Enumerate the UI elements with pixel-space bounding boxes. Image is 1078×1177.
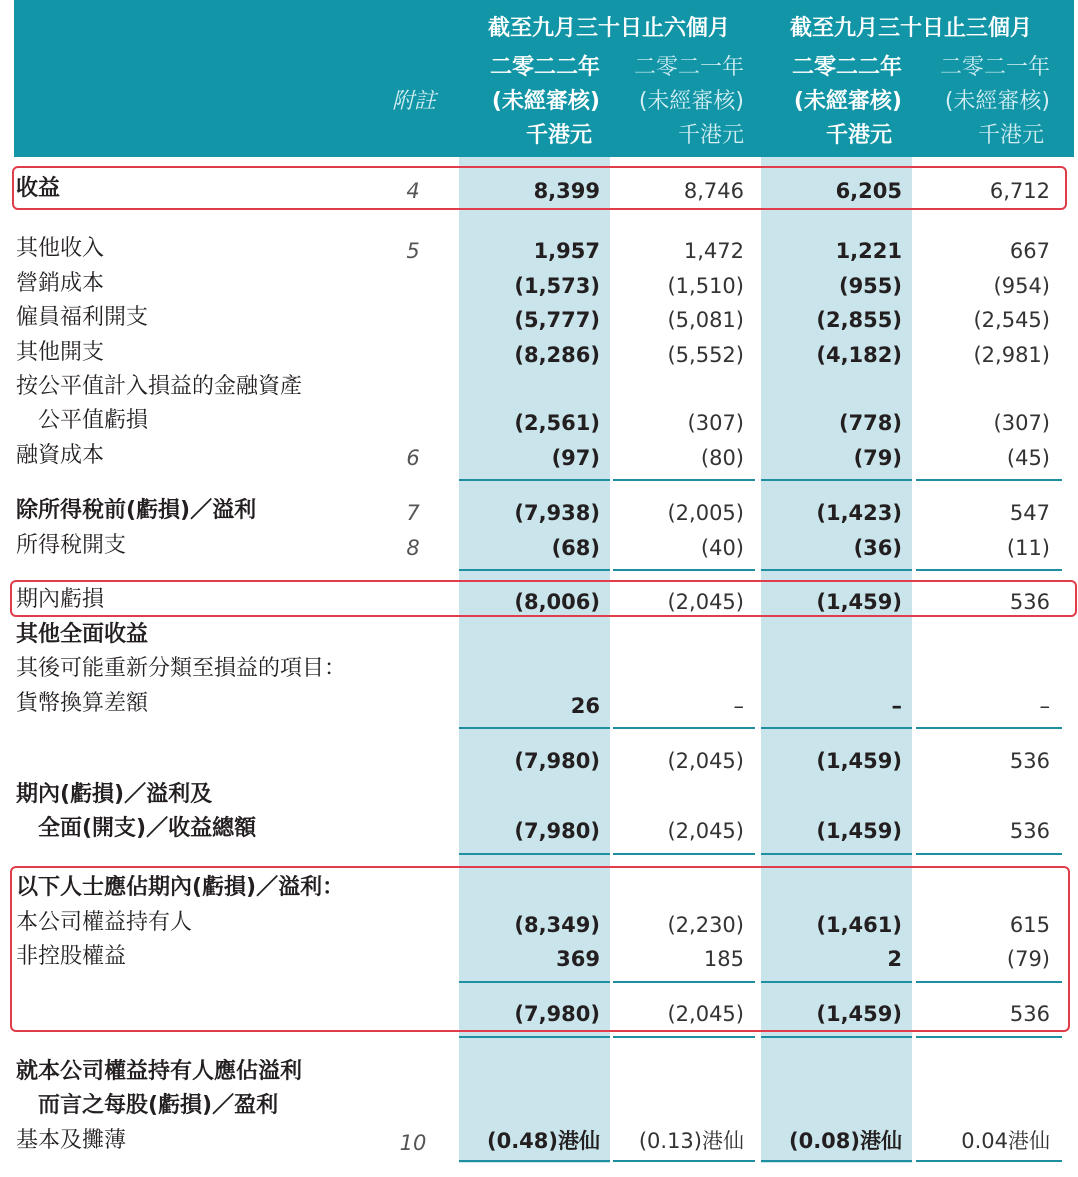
row-label: 非控股權益 xyxy=(16,944,127,969)
row-label: 融資成本 xyxy=(16,443,105,468)
bottom-rule xyxy=(613,1160,755,1162)
total-rule xyxy=(761,853,912,855)
header-year-2021-6m: 二零二一年 xyxy=(633,55,744,80)
cell-2022-3m: (1,459) xyxy=(816,749,902,773)
cell-2021-3m: 536 xyxy=(1009,590,1050,614)
header-unit-2022-6m: 千港元 xyxy=(525,123,592,148)
cell-2022-3m: (0.08)港仙 xyxy=(788,1129,902,1153)
cell-2021-6m: (2,230) xyxy=(667,913,744,937)
header-year-2021-3m: 二零二一年 xyxy=(939,55,1050,80)
cell-2022-3m: (955) xyxy=(838,274,902,298)
total-rule xyxy=(613,1036,755,1038)
subtotal-rule xyxy=(761,727,912,729)
cell-2021-3m: 547 xyxy=(1009,501,1050,525)
cell-2021-6m: 1,472 xyxy=(683,239,744,263)
highlight-box-attributable xyxy=(10,866,1070,1032)
cell-2021-6m: (40) xyxy=(700,536,744,560)
row-note: 7 xyxy=(406,501,420,525)
subtotal-rule xyxy=(916,727,1062,729)
subtotal-rule xyxy=(459,727,610,729)
row-note: 4 xyxy=(406,179,420,203)
cell-2022-6m: (5,777) xyxy=(514,308,600,332)
cell-2021-3m: 615 xyxy=(1009,913,1050,937)
header-unit-2021-3m: 千港元 xyxy=(977,123,1044,148)
row-label: 公平值虧損 xyxy=(38,408,149,433)
row-label: 營銷成本 xyxy=(16,271,105,296)
cell-2022-6m: (68) xyxy=(551,536,600,560)
cell-2021-6m: 8,746 xyxy=(683,179,744,203)
cell-2022-6m: (7,980) xyxy=(514,819,600,843)
total-rule xyxy=(916,1036,1062,1038)
row-label: 其他全面收益 xyxy=(16,622,149,647)
cell-2022-6m: (0.48)港仙 xyxy=(486,1129,600,1153)
header-note-label: 附註 xyxy=(392,89,437,114)
header-year-2022-3m: 二零二二年 xyxy=(791,55,902,80)
bottom-rule xyxy=(761,1160,912,1162)
cell-2021-3m: – xyxy=(1039,694,1050,718)
bottom-rule xyxy=(459,1160,610,1162)
cell-2022-6m: (7,980) xyxy=(514,1002,600,1026)
cell-2021-6m: (2,005) xyxy=(667,501,744,525)
highlight-box-loss-for-period xyxy=(10,580,1077,617)
row-label: 而言之每股(虧損)／盈利 xyxy=(38,1093,279,1118)
cell-2022-3m: (1,461) xyxy=(816,913,902,937)
row-label: 期內虧損 xyxy=(16,587,105,612)
subtotal-rule xyxy=(613,727,755,729)
cell-2022-6m: (1,573) xyxy=(514,274,600,298)
cell-2021-3m: 536 xyxy=(1009,749,1050,773)
subtotal-rule xyxy=(916,479,1062,481)
cell-2021-6m: (2,045) xyxy=(667,1002,744,1026)
cell-2022-3m: (4,182) xyxy=(816,343,902,367)
cell-2022-3m: 6,205 xyxy=(835,179,902,203)
header-unaudited-2022-6m: (未經審核) xyxy=(491,89,600,114)
cell-2021-6m: (1,510) xyxy=(667,274,744,298)
row-label: 貨幣換算差額 xyxy=(16,691,149,716)
cell-2021-6m: (80) xyxy=(700,446,744,470)
cell-2021-6m: – xyxy=(733,694,744,718)
row-label: 其後可能重新分類至損益的項目： xyxy=(16,656,347,681)
cell-2021-6m: (2,045) xyxy=(667,590,744,614)
cell-2021-3m: 6,712 xyxy=(989,179,1050,203)
cell-2022-3m: 1,221 xyxy=(835,239,902,263)
cell-2022-3m: 2 xyxy=(887,947,902,971)
cell-2022-6m: (8,349) xyxy=(514,913,600,937)
cell-2022-3m: (2,855) xyxy=(816,308,902,332)
cell-2022-6m: (8,286) xyxy=(514,343,600,367)
header-unaudited-2022-3m: (未經審核) xyxy=(793,89,902,114)
header-unit-2022-3m: 千港元 xyxy=(825,123,892,148)
header-unaudited-2021-3m: (未經審核) xyxy=(944,89,1050,114)
cell-2022-3m: – xyxy=(891,694,902,718)
row-label: 除所得稅前(虧損)／溢利 xyxy=(16,498,257,523)
row-label: 其他收入 xyxy=(16,236,105,261)
cell-2021-6m: (0.13)港仙 xyxy=(638,1129,744,1153)
total-rule xyxy=(916,853,1062,855)
header-year-2022-6m: 二零二二年 xyxy=(489,55,600,80)
cell-2022-3m: (778) xyxy=(838,411,902,435)
cell-2022-3m: (36) xyxy=(853,536,902,560)
cell-2021-3m: 536 xyxy=(1009,1002,1050,1026)
total-rule xyxy=(459,853,610,855)
cell-2021-3m: 667 xyxy=(1009,239,1050,263)
cell-2022-6m: (2,561) xyxy=(514,411,600,435)
row-label: 按公平值計入損益的金融資產 xyxy=(16,374,303,399)
subtotal-rule xyxy=(761,479,912,481)
cell-2022-6m: (7,938) xyxy=(514,501,600,525)
row-note: 5 xyxy=(406,239,420,263)
cell-2021-3m: (2,981) xyxy=(973,343,1050,367)
cell-2021-3m: 0.04港仙 xyxy=(961,1129,1050,1153)
cell-2022-6m: (97) xyxy=(551,446,600,470)
cell-2022-3m: (1,459) xyxy=(816,1002,902,1026)
subtotal-rule xyxy=(916,569,1062,571)
cell-2022-3m: (1,423) xyxy=(816,501,902,525)
total-rule xyxy=(761,1036,912,1038)
cell-2022-6m: (7,980) xyxy=(514,749,600,773)
subtotal-rule xyxy=(459,569,610,571)
cell-2021-6m: (2,045) xyxy=(667,749,744,773)
cell-2021-3m: (954) xyxy=(993,274,1050,298)
cell-2022-3m: (79) xyxy=(853,446,902,470)
cell-2022-6m: 8,399 xyxy=(533,179,600,203)
cell-2021-6m: (5,081) xyxy=(667,308,744,332)
cell-2022-3m: (1,459) xyxy=(816,590,902,614)
row-label: 僱員福利開支 xyxy=(16,305,149,330)
subtotal-rule xyxy=(459,479,610,481)
row-label: 所得稅開支 xyxy=(16,533,127,558)
cell-2021-3m: (11) xyxy=(1006,536,1050,560)
highlight-box-revenue xyxy=(12,166,1067,210)
cell-2022-6m: (8,006) xyxy=(514,590,600,614)
subtotal-rule xyxy=(613,479,755,481)
cell-2021-3m: (45) xyxy=(1006,446,1050,470)
row-label: 基本及攤薄 xyxy=(16,1128,127,1153)
cell-2022-6m: 369 xyxy=(556,947,600,971)
row-label: 其他開支 xyxy=(16,340,105,365)
header-unaudited-2021-6m: (未經審核) xyxy=(638,89,744,114)
cell-2022-3m: (1,459) xyxy=(816,819,902,843)
cell-2022-6m: 26 xyxy=(570,694,600,718)
cell-2021-3m: (79) xyxy=(1006,947,1050,971)
header-period-six-months: 截至九月三十日止六個月 xyxy=(487,16,730,41)
cell-2021-6m: (2,045) xyxy=(667,819,744,843)
row-label: 全面(開支)／收益總額 xyxy=(38,816,257,841)
cell-2021-3m: (2,545) xyxy=(973,308,1050,332)
total-rule xyxy=(613,853,755,855)
row-note: 6 xyxy=(406,446,420,470)
cell-2021-6m: (307) xyxy=(687,411,744,435)
cell-2021-6m: (5,552) xyxy=(667,343,744,367)
header-period-three-months: 截至九月三十日止三個月 xyxy=(789,16,1032,41)
total-rule xyxy=(459,1036,610,1038)
row-label: 本公司權益持有人 xyxy=(16,910,193,935)
cell-2021-3m: 536 xyxy=(1009,819,1050,843)
row-label: 以下人士應佔期內(虧損)／溢利： xyxy=(16,875,345,900)
subtotal-rule xyxy=(613,569,755,571)
row-label: 期內(虧損)／溢利及 xyxy=(16,782,213,807)
row-label: 收益 xyxy=(16,176,61,201)
cell-2021-6m: 185 xyxy=(703,947,744,971)
row-label: 就本公司權益持有人應佔溢利 xyxy=(16,1059,303,1084)
cell-2022-6m: 1,957 xyxy=(533,239,600,263)
bottom-rule xyxy=(916,1160,1062,1162)
header-unit-2021-6m: 千港元 xyxy=(677,123,744,148)
cell-2021-3m: (307) xyxy=(993,411,1050,435)
row-note: 8 xyxy=(406,536,420,560)
row-note: 10 xyxy=(399,1131,427,1155)
subtotal-rule xyxy=(761,569,912,571)
